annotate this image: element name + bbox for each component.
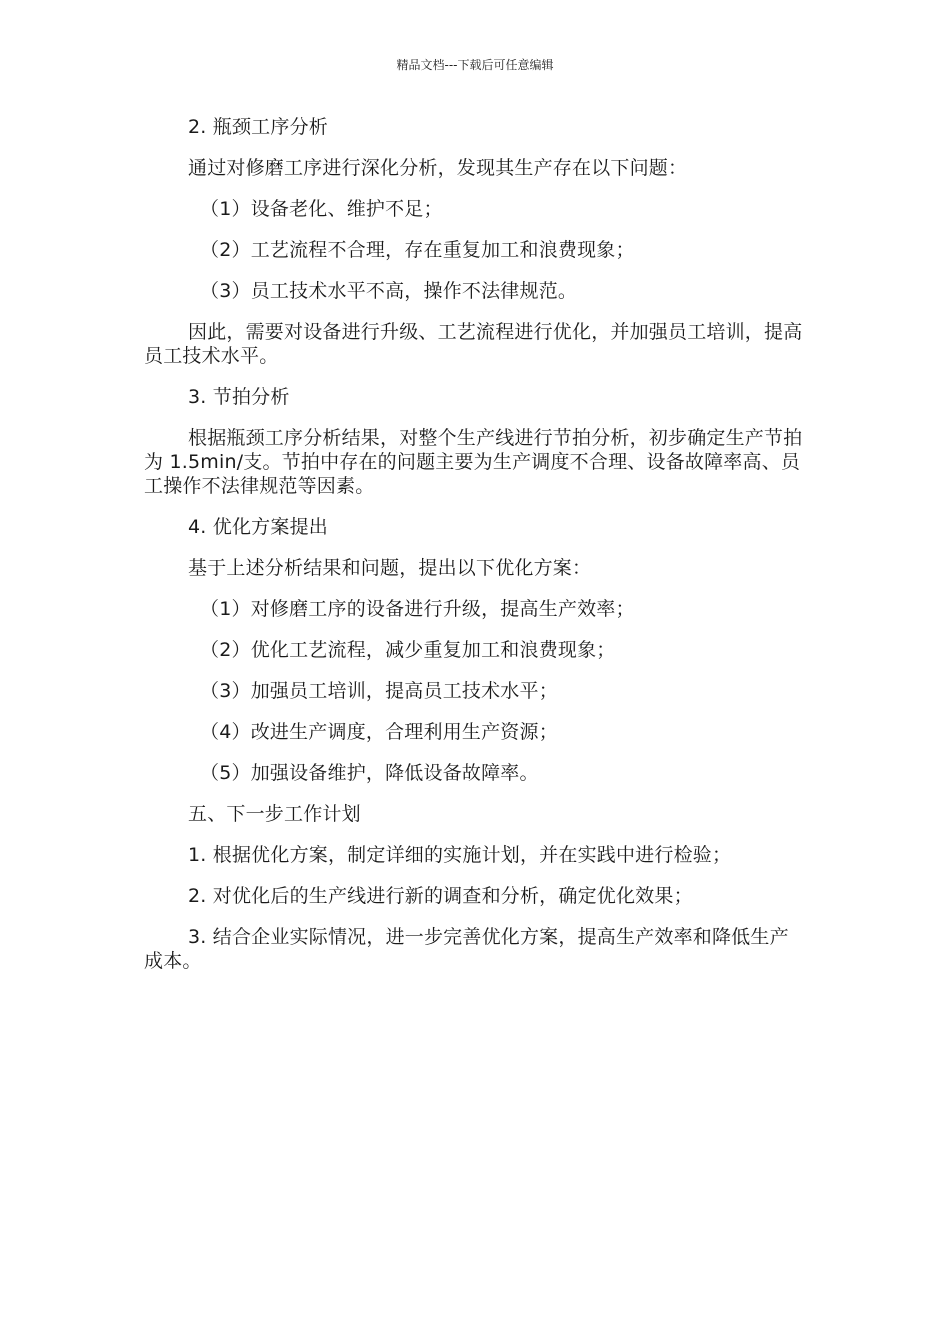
section-heading: 2. 瓶颈工序分析 — [188, 116, 328, 138]
document-body — [144, 115, 804, 990]
paragraph: 2. 对优化后的生产线进行新的调查和分析，确定优化效果； — [188, 885, 693, 907]
list-item: （2）优化工艺流程，减少重复加工和浪费现象； — [200, 639, 616, 661]
paragraph: 根据瓶颈工序分析结果，对整个生产线进行节拍分析，初步确定生产节拍为 1.5min/支。节拍中存在的问题主要为生产调度不合理、设备故障率高、员工操作不法律规范等因素。 — [144, 427, 803, 497]
paragraph: 因此，需要对设备进行升级、工艺流程进行优化，并加强员工培训，提高员工技术水平。 — [144, 321, 803, 367]
paragraph: 基于上述分析结果和问题，提出以下优化方案： — [188, 557, 592, 579]
page-header: 精品文档---下载后可任意编辑 — [396, 58, 554, 72]
section-heading: 五、下一步工作计划 — [188, 803, 361, 825]
paragraph: 1. 根据优化方案，制定详细的实施计划，并在实践中进行检验； — [188, 844, 732, 866]
section-heading: 3. 节拍分析 — [188, 386, 290, 408]
section-heading: 4. 优化方案提出 — [188, 516, 328, 538]
list-item: （2）工艺流程不合理，存在重复加工和浪费现象； — [200, 239, 635, 261]
list-item: （4）改进生产调度，合理利用生产资源； — [200, 721, 558, 743]
list-item: （3）加强员工培训，提高员工技术水平； — [200, 680, 558, 702]
paragraph: 3. 结合企业实际情况，进一步完善优化方案，提高生产效率和降低生产成本。 — [144, 926, 789, 972]
list-item: （1）对修磨工序的设备进行升级，提高生产效率； — [200, 598, 635, 620]
paragraph: 通过对修磨工序进行深化分析，发现其生产存在以下问题： — [188, 157, 688, 179]
list-item: （3）员工技术水平不高，操作不法律规范。 — [200, 280, 578, 302]
list-item: （1）设备老化、维护不足； — [200, 198, 443, 220]
list-item: （5）加强设备维护，降低设备故障率。 — [200, 762, 539, 784]
